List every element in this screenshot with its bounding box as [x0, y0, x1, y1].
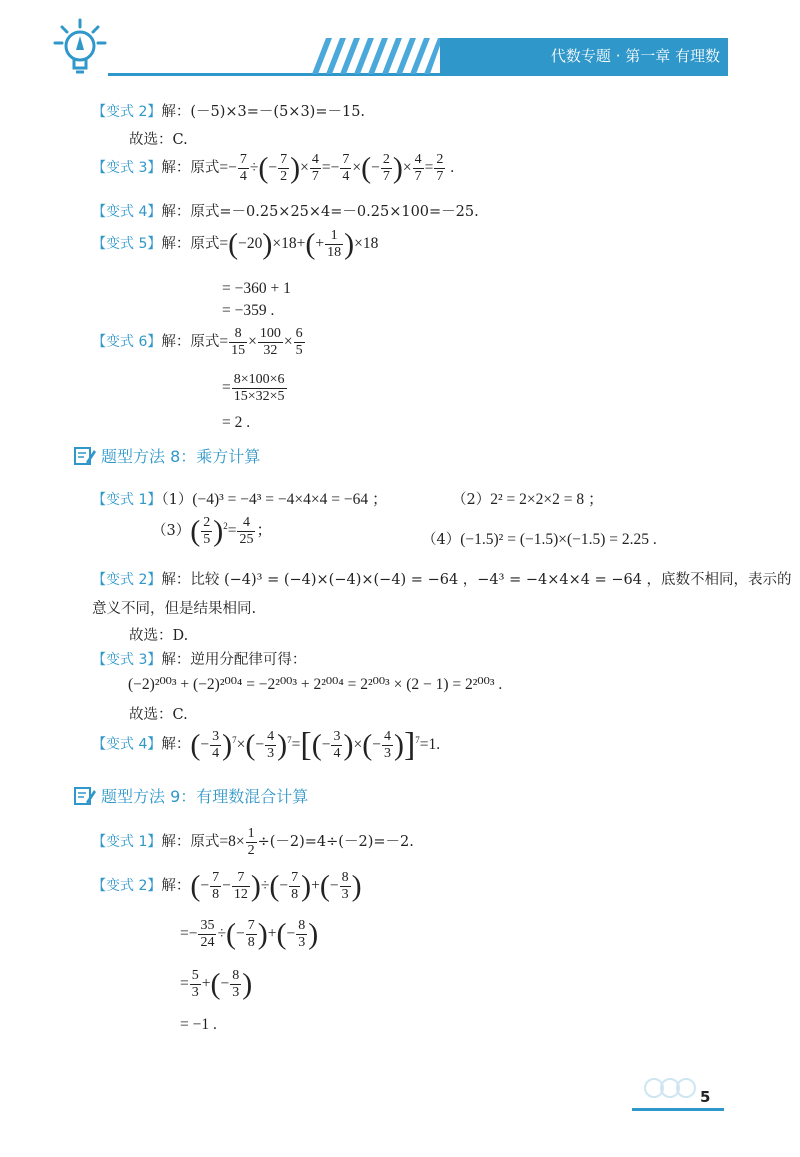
v5-line3: = −359 . — [222, 302, 275, 319]
row-s9-v1: 【变式 1】解：原式=8× $\frac{1}{2}$ ÷(－2)=4÷(－2)=－2. — [92, 826, 414, 858]
row-v6-a: 【变式 6】解：原式= $\frac{8}{15}$ × $\frac{100}{32}$ × $\frac{6}{5}$ — [92, 326, 303, 358]
header-title: 代数专题 · 第一章 有理数 — [550, 47, 720, 65]
row-s8-v2: 【变式 2】解：比较 (−4)³ = (−4)×(−4)×(−4) = −64 ，−4³ = −4×4×4 = −64 ，底数不相同，表示的 — [92, 572, 792, 588]
footer-rule — [632, 1108, 724, 1111]
row-v4-a: 【变式 4】解：原式=－0.25×25×4=－0.25×100=－25. — [92, 204, 479, 220]
row-s8-v3: 【变式 3】解：逆用分配律可得： — [92, 652, 307, 668]
row-s8-v2-cont: 意义不同，但是结果相同. — [92, 601, 257, 617]
s8-v3-eq: (−2)²⁰⁰³ + (−2)²⁰⁰⁴ = −2²⁰⁰³ + 2²⁰⁰⁴ = 2²⁰⁰³ × (2 − 1) = 2²⁰⁰³ . — [128, 676, 503, 693]
row-s8-v1-c: （3）( $\frac{2}{5}$ )$^2$= $\frac{4}{25}$ ； — [152, 514, 272, 548]
v6-line2: = $\frac{8\times 100\times 6}{15\times 32\times 5}$ — [222, 372, 285, 404]
section-title-9: 题型方法 9：有理数混合计算 — [101, 787, 309, 806]
variant-label: 【变式 2】 — [92, 104, 162, 120]
v6-line4: = 2 . — [222, 414, 251, 431]
row-s8-v1-d: （4）(−1.5)² = (−1.5)×(−1.5) = 2.25 . — [422, 531, 657, 548]
page-number: 5 — [700, 1088, 711, 1106]
section-title-8: 题型方法 8：乘方计算 — [101, 447, 261, 466]
lightbulb-icon — [52, 18, 108, 78]
edit-note-icon — [74, 446, 96, 466]
v5-line2: = −360 + 1 — [222, 280, 291, 297]
answer-choice: 故选：D. — [129, 628, 189, 644]
answer-choice: 故选：C. — [129, 132, 188, 148]
row-v5-a: 【变式 5】解：原式=(−20)×18+(+ $\frac{1}{18}$ )×18 — [92, 227, 379, 261]
row-v2-a: 【变式 2】解：(－5)×3=－(5×3)=－15. — [92, 104, 366, 120]
s9-v2-line4: = −1 . — [180, 1016, 217, 1033]
edit-note-icon — [74, 786, 96, 806]
row-v3-a: 【变式 3】解：原式=− $\frac{7}{4}$ ÷(− $\frac{7}{2}$ )× $\frac{4}{7}$ =− $\frac{7}{4}$ ×(− $\frac{2}{7}$ )× $\frac{4}{7}$ = $\frac{2}{7}$ . — [92, 151, 455, 185]
s9-v2-line2: =− $\frac{35}{24}$ ÷(− $\frac{7}{8}$ )+(− $\frac{8}{3}$ ) — [180, 917, 319, 951]
header — [0, 0, 800, 80]
s9-v2-line3: = $\frac{5}{3}$ +(− $\frac{8}{3}$ ) — [180, 967, 253, 1001]
row-s8-v1: 【变式 1】（1）(−4)³ = −4³ = −4×4×4 = −64 ； — [92, 491, 388, 508]
answer-choice: 故选：C. — [129, 707, 188, 723]
header-stripes — [312, 38, 442, 74]
row-s9-v2: 【变式 2】解：(− $\frac{7}{8}$ − $\frac{7}{12}$ )÷(− $\frac{7}{8}$ )+(− $\frac{8}{3}$ ) — [92, 869, 362, 903]
row-s8-v4: 【变式 4】解：(− $\frac{3}{4}$ )$^7$×(− $\frac{4}{3}$ )$^7$=[(− $\frac{3}{4}$ )×(− $\frac{4}{3}$ )]$^7$=1. — [92, 726, 441, 763]
page-ornament — [640, 1070, 700, 1110]
row-s8-v1-b: （2）2² = 2×2×2 = 8 ； — [452, 491, 604, 508]
